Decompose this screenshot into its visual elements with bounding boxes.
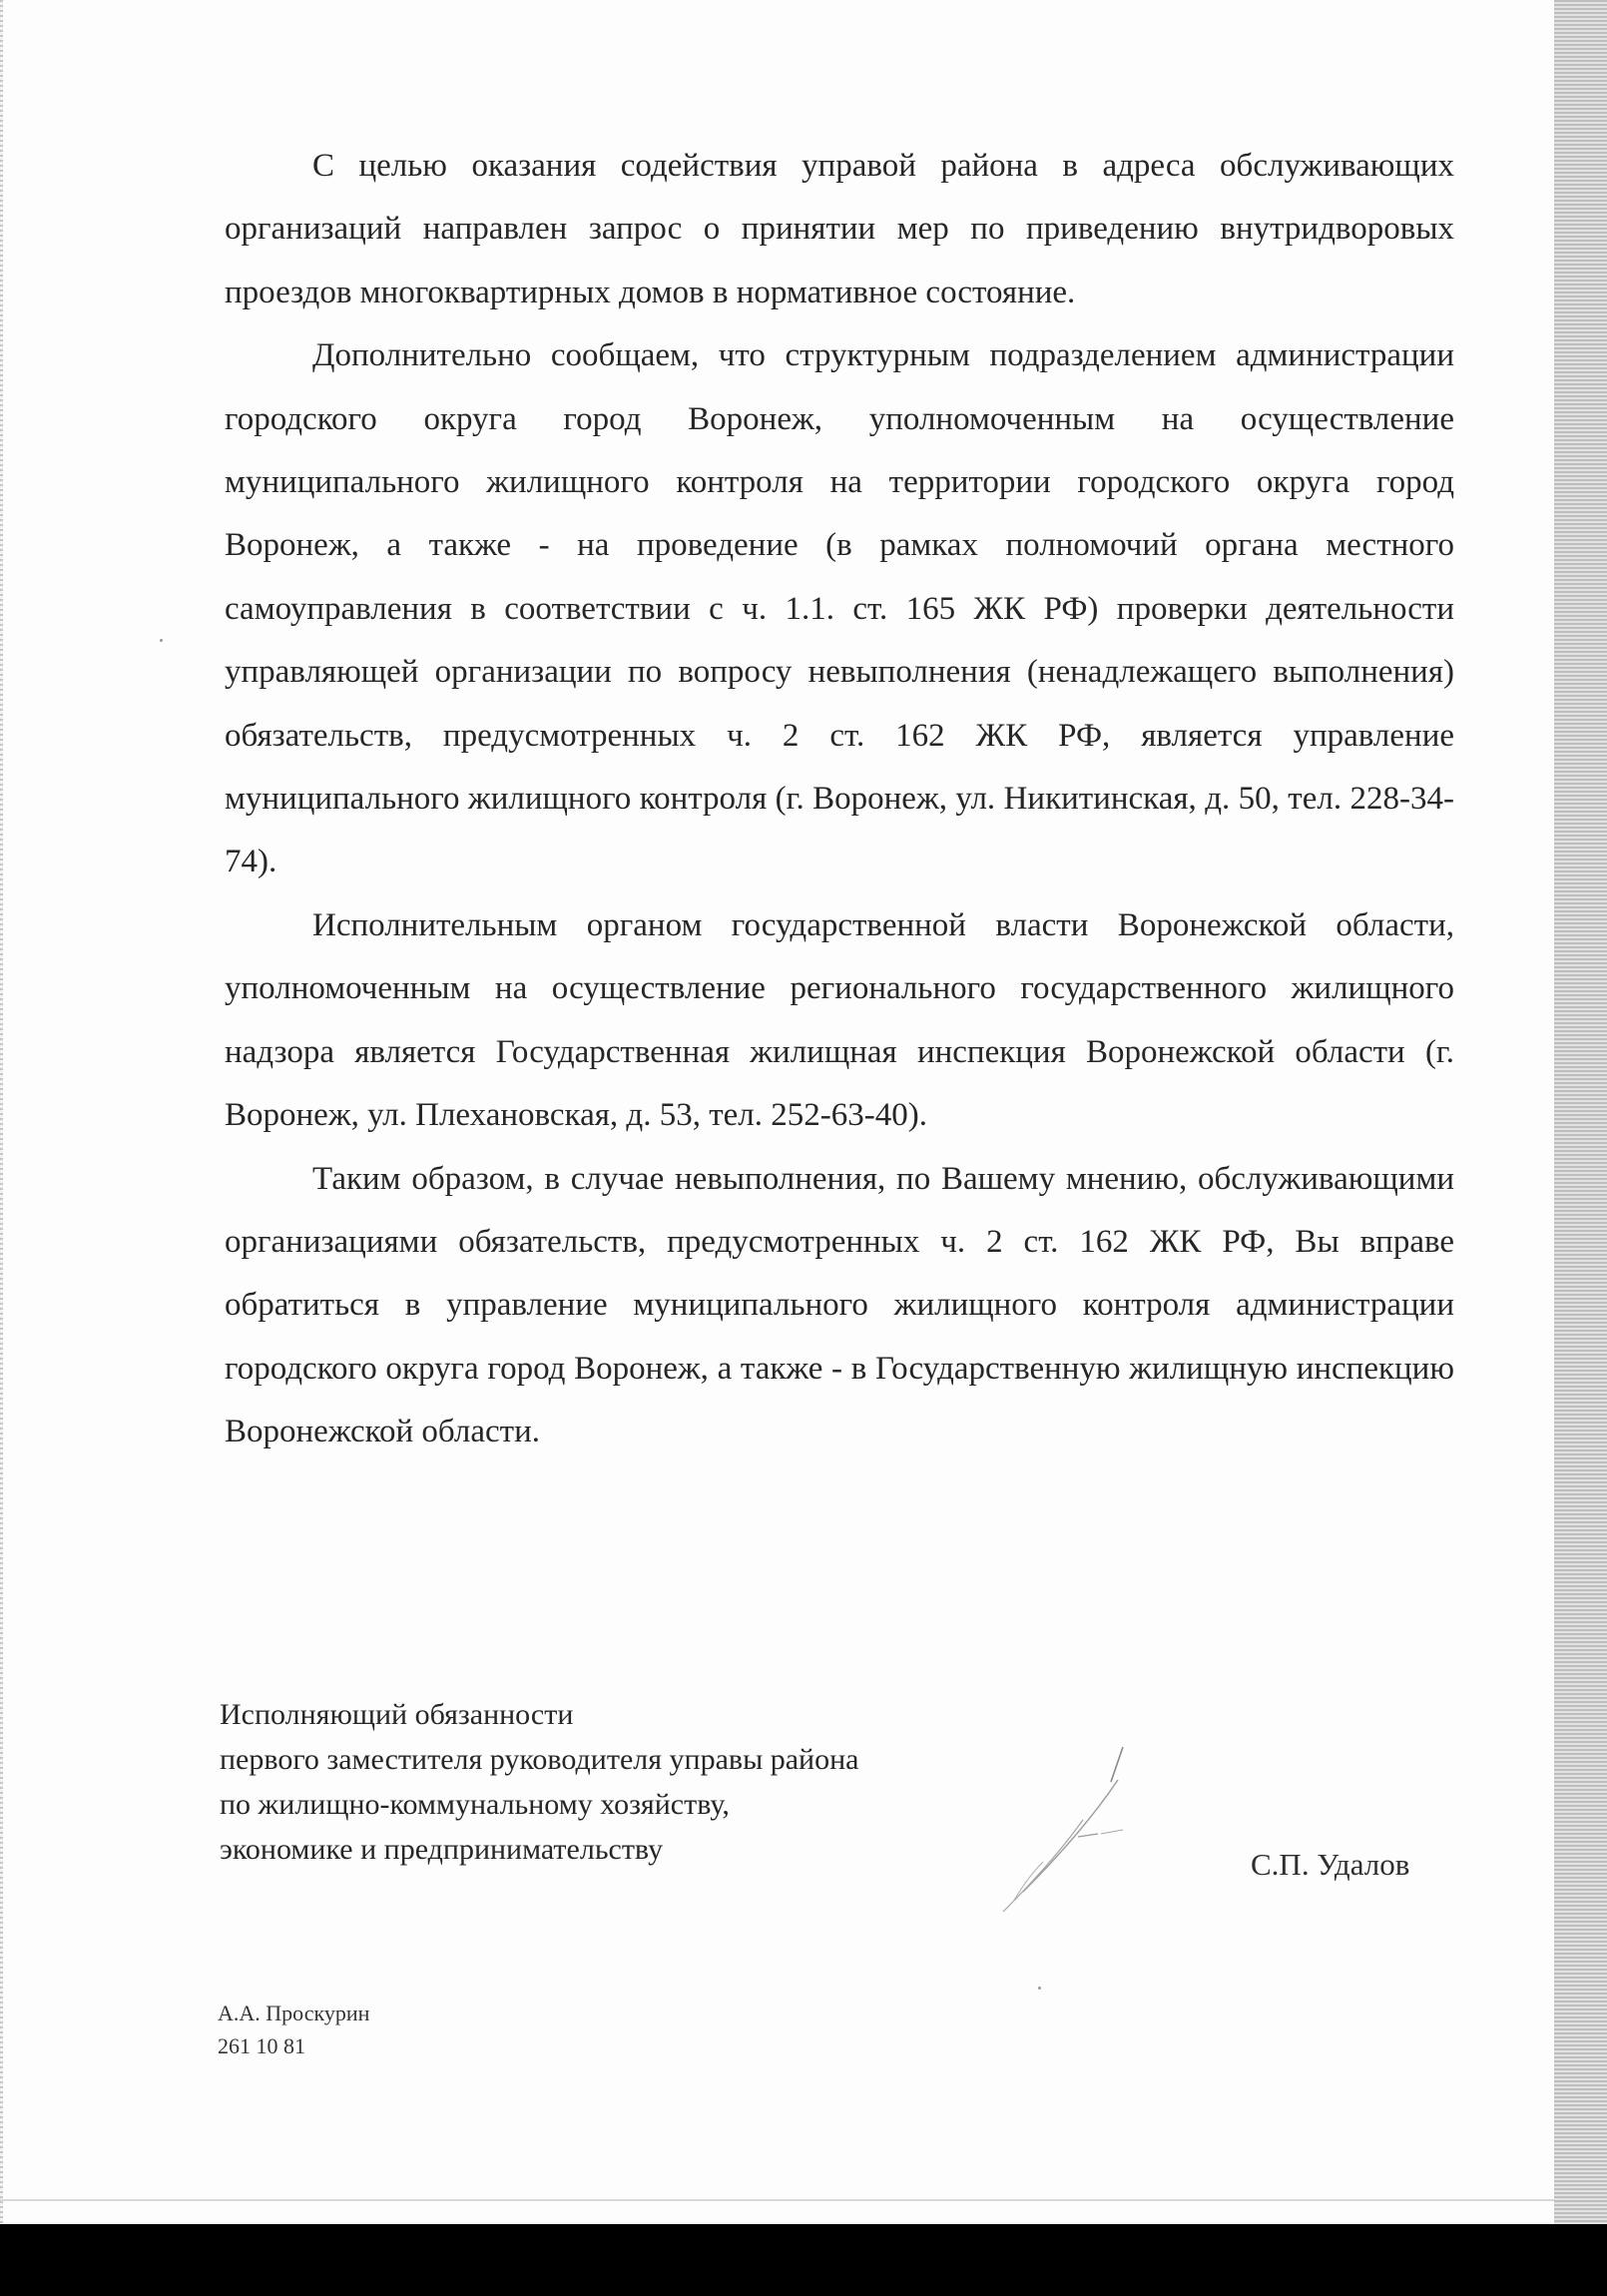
position-line: Исполняющий обязанности <box>220 1698 574 1731</box>
letter-body <box>225 135 1454 1464</box>
scan-bottom-bar <box>0 2224 1607 2296</box>
position-line: первого заместителя руководителя управы района <box>220 1743 859 1776</box>
paragraph-housing-inspection: Исполнительным органом государственной власти Воронежской области, уполномоченным на осуществление регионального государственного жилищного надзора является Государственная жилищная инспекция Воронежской области (г. Воронеж, ул. Плехановская, д. 53, тел. 252-63-40). <box>225 906 1454 1134</box>
executor-phone: 261 10 81 <box>218 2033 305 2058</box>
signer-name: С.П. Удалов <box>1251 1847 1410 1882</box>
position-line: по жилищно-коммунальному хозяйству, <box>220 1788 730 1821</box>
paragraph-assistance: С целью оказания содействия управой района в адреса обслуживающих организаций направлен запрос о принятии мер по приведению внутридворовых проездов многоквартирных домов в нормативное состояние. <box>225 148 1454 310</box>
handwritten-signature <box>983 1742 1153 1922</box>
scan-right-strip <box>1554 0 1607 2224</box>
executor-name: А.А. Проскурин <box>218 2001 370 2025</box>
scan-left-edge <box>0 0 3 2224</box>
scan-speck <box>160 639 163 642</box>
executor-info <box>218 1997 369 2062</box>
paragraph-conclusion: Таким образом, в случае невыполнения, по Вашему мнению, обслуживающими организациями обязательств, предусмотренных ч. 2 ст. 162 ЖК РФ, Вы вправе обратиться в управление муниципального жилищного контроля администрации городского округа город Воронеж, а также - в Государственную жилищную инспекцию Воронежской области. <box>225 1160 1454 1450</box>
scan-bottom-line <box>0 2199 1554 2201</box>
position-line: экономике и предпринимательству <box>220 1833 664 1866</box>
paragraph-municipal-control: Дополнительно сообщаем, что структурным подразделением администрации городского округа город Воронеж, уполномоченным на осуществление муниципального жилищного контроля на территории городского округа город Воронеж, а также - на проведение (в рамках полномочий органа местного самоуправления в соответствии с ч. 1.1. ст. 165 ЖК РФ) проверки деятельности управляющей организации по вопросу невыполнения (ненадлежащего выполнения) обязательств, предусмотренных ч. 2 ст. 162 ЖК РФ, является управление муниципального жилищного контроля (г. Воронеж, ул. Никитинская, д. 50, тел. 228-34-74). <box>225 337 1454 880</box>
scan-speck <box>1038 1987 1041 1990</box>
